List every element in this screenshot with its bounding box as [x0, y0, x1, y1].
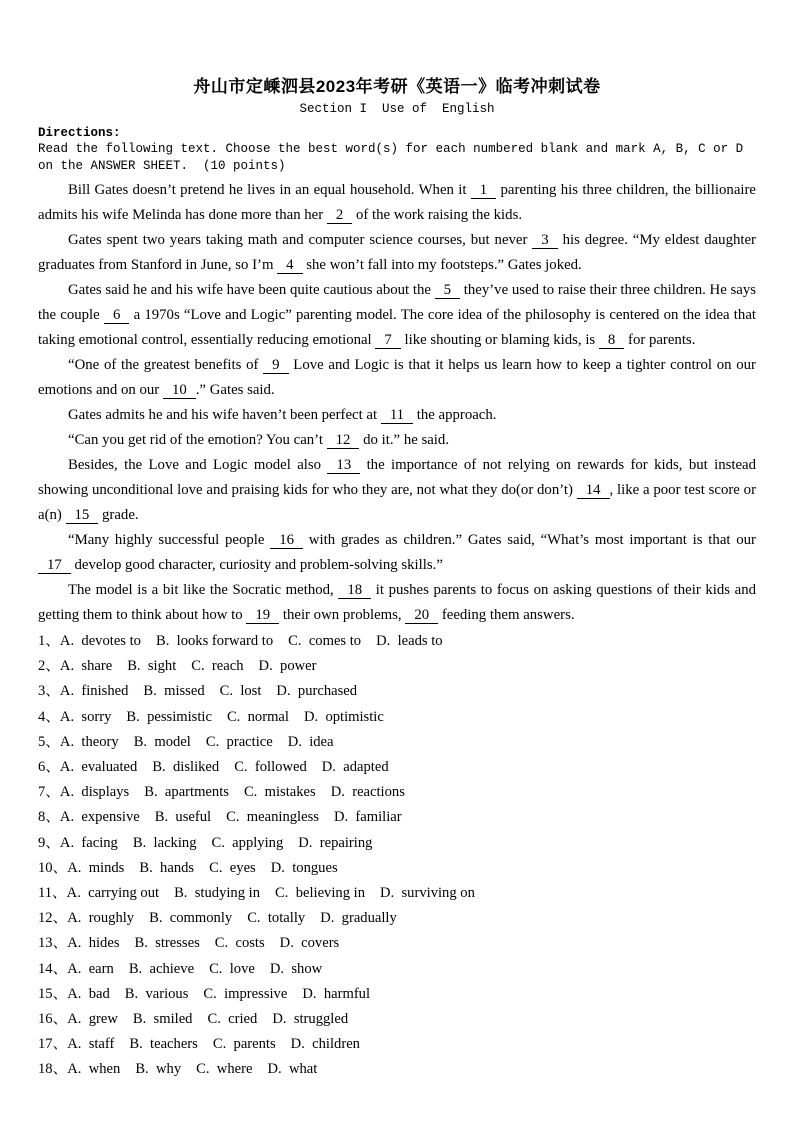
blank-17: 17 [38, 557, 71, 574]
question-5 [38, 730, 756, 755]
question-number: 7、 [38, 784, 60, 801]
question-18-option-B: B. why [135, 1061, 182, 1078]
question-5-option-D: D. idea [287, 733, 334, 750]
question-number: 2、 [38, 658, 60, 675]
blank-20: 20 [405, 607, 438, 624]
question-18 [38, 1057, 756, 1082]
question-16-option-C: C. cried [207, 1011, 258, 1028]
blank-14: 14 [577, 482, 610, 499]
question-14-option-D: D. show [269, 960, 323, 977]
question-11-option-A: A. carrying out [66, 885, 160, 902]
question-8 [38, 805, 756, 830]
paragraph-5: Gates admits he and his wife haven’t been perfect at 11 the approach. [68, 407, 497, 423]
question-10-option-B: B. hands [139, 859, 195, 876]
blank-15: 15 [66, 507, 99, 524]
question-2-option-C: C. reach [191, 658, 244, 675]
question-10-option-D: D. tongues [270, 859, 338, 876]
blank-6: 6 [104, 307, 129, 324]
paragraph-6: “Can you get rid of the emotion? You can’t 12 do it.” he said. [68, 432, 450, 448]
question-5-option-C: C. practice [205, 733, 273, 750]
question-13 [38, 931, 756, 956]
question-11-option-D: D. surviving on [380, 885, 475, 902]
question-8-option-A: A. expensive [59, 809, 140, 826]
question-12-option-C: C. totally [247, 910, 306, 927]
question-1-option-B: B. looks forward to [155, 633, 274, 649]
question-16-option-B: B. smiled [132, 1011, 193, 1028]
question-12-option-B: B. commonly [149, 910, 233, 927]
question-number: 3、 [38, 683, 60, 700]
question-3-option-C: C. lost [219, 683, 262, 700]
question-9 [38, 831, 756, 856]
question-number: 16、 [38, 1011, 68, 1028]
blank-9: 9 [263, 357, 288, 374]
question-7-option-D: D. reactions [330, 784, 405, 801]
question-12 [38, 906, 756, 931]
question-3-option-D: D. purchased [276, 683, 358, 700]
question-5-option-A: A. theory [59, 733, 119, 750]
question-14 [38, 957, 756, 982]
question-number: 9、 [38, 834, 60, 851]
question-9-option-C: C. applying [211, 834, 284, 851]
question-2-option-B: B. sight [127, 658, 177, 675]
question-15-option-B: B. various [124, 985, 189, 1002]
question-15 [38, 982, 756, 1007]
question-11 [38, 881, 756, 906]
question-9-option-B: B. lacking [132, 834, 197, 851]
blank-18: 18 [338, 582, 371, 599]
paragraph-9: The model is a bit like the Socratic method, 18 it pushes parents to focus on asking questions of their kids and getting them to think about how to 19 their own problems, 20 feeding them answers. [38, 582, 757, 623]
question-18-option-C: C. where [196, 1061, 253, 1078]
directions-label: Directions: [38, 126, 121, 140]
question-4-option-C: C. normal [226, 708, 289, 725]
blank-7: 7 [375, 332, 400, 349]
passage [38, 178, 756, 628]
question-1 [38, 629, 756, 654]
question-5-option-B: B. model [133, 733, 191, 750]
paragraph-2: Gates spent two years taking math and computer science courses, but never 3 his degree. “My eldest daughter graduates from Stanford in June, so I’m 4 she won’t fall into my footsteps.” Gates joked. [38, 232, 756, 273]
question-9-option-A: A. facing [59, 834, 118, 851]
question-17-option-A: A. staff [67, 1036, 115, 1053]
blank-1: 1 [471, 182, 496, 199]
question-10-option-C: C. eyes [209, 859, 256, 876]
directions-text: Read the following text. Choose the best word(s) for each numbered blank and mark A, B, C or D on the ANSWER SHEET. (10 points) [38, 142, 751, 173]
exam-title: 舟山市定嵊泗县2023年考研《英语一》临考冲刺试卷 [193, 77, 601, 96]
question-number: 5、 [38, 733, 60, 750]
question-16-option-D: D. struggled [272, 1011, 349, 1028]
question-18-option-A: A. when [67, 1061, 121, 1078]
question-15-option-A: A. bad [67, 985, 110, 1002]
question-17 [38, 1032, 756, 1057]
question-18-option-D: D. what [267, 1061, 318, 1078]
blank-5: 5 [435, 282, 460, 299]
question-13-option-C: C. costs [214, 935, 265, 952]
question-1-option-C: C. comes to [288, 633, 362, 649]
blank-4: 4 [277, 257, 302, 274]
question-6-option-A: A. evaluated [59, 759, 138, 776]
question-number: 11、 [38, 885, 67, 902]
question-16 [38, 1007, 756, 1032]
question-3-option-A: A. finished [59, 683, 129, 700]
question-11-option-C: C. believing in [275, 885, 366, 902]
question-6-option-B: B. disliked [152, 759, 220, 776]
question-1-option-D: D. leads to [376, 633, 443, 649]
question-2-option-D: D. power [258, 658, 317, 675]
paragraph-1: Bill Gates doesn’t pretend he lives in an equal household. When it 1 parenting his three children, the billionaire admits his wife Melinda has done more than her 2 of the work raising the kids. [38, 182, 756, 223]
question-6 [38, 755, 756, 780]
question-8-option-D: D. familiar [333, 809, 402, 826]
question-15-option-C: C. impressive [203, 985, 288, 1002]
question-number: 10、 [38, 859, 68, 876]
question-13-option-D: D. covers [279, 935, 340, 952]
question-6-option-D: D. adapted [321, 759, 389, 776]
question-3-option-B: B. missed [143, 683, 205, 700]
question-1-option-A: A. devotes to [59, 633, 141, 649]
question-8-option-C: C. meaningless [226, 809, 319, 826]
question-17-option-C: C. parents [212, 1036, 276, 1053]
question-number: 14、 [38, 960, 68, 977]
paragraph-8: “Many highly successful people 16 with grades as children.” Gates said, “What’s most important is that our 17 develop good character, curiosity and problem-solving skills.” [38, 528, 756, 578]
question-15-option-D: D. harmful [302, 985, 371, 1002]
paragraph-7: Besides, the Love and Logic model also 13 the importance of not relying on rewards for kids, but instead showing unconditional love and praising kids for who they are, not what they do(or don’t) 14 , like a poor test score or a(n) 15 grade. [38, 457, 756, 523]
question-2-option-A: A. share [59, 658, 113, 675]
paragraph-4: “One of the greatest benefits of 9 Love and Logic is that it helps us learn how to keep a tighter control on our emotions and on our 10 .” Gates said. [38, 357, 756, 398]
question-7-option-B: B. apartments [144, 784, 229, 801]
blank-3: 3 [532, 232, 557, 249]
blank-10: 10 [163, 382, 196, 399]
question-8-option-B: B. useful [154, 809, 212, 826]
question-number: 4、 [38, 708, 60, 725]
question-4-option-A: A. sorry [59, 708, 112, 725]
question-6-option-C: C. followed [234, 759, 307, 776]
question-17-option-B: B. teachers [129, 1036, 198, 1053]
question-number: 18、 [38, 1061, 68, 1078]
paragraph-3: Gates said he and his wife have been quite cautious about the 5 they’ve used to raise their three children. He says the couple 6 a 1970s “Love and Logic” parenting model. The core idea of the philosophy is centered on the idea that taking emotional control, essentially reducing emotional 7 like shouting or blaming kids, is 8 for parents. [38, 282, 756, 348]
question-13-option-A: A. hides [67, 935, 120, 952]
blank-11: 11 [381, 407, 413, 424]
question-4 [38, 705, 756, 730]
question-10 [38, 856, 756, 881]
question-12-option-A: A. roughly [67, 910, 135, 927]
question-10-option-A: A. minds [67, 859, 125, 876]
question-number: 1、 [38, 633, 60, 649]
question-number: 8、 [38, 809, 60, 826]
question-7-option-A: A. displays [59, 784, 130, 801]
question-2 [38, 654, 756, 679]
question-number: 17、 [38, 1036, 68, 1053]
question-14-option-C: C. love [209, 960, 255, 977]
question-11-option-B: B. studying in [174, 885, 261, 902]
question-14-option-A: A. earn [67, 960, 114, 977]
question-3 [38, 679, 756, 704]
blank-12: 12 [327, 432, 360, 449]
question-17-option-D: D. children [290, 1036, 360, 1053]
question-number: 15、 [38, 985, 68, 1002]
question-16-option-A: A. grew [67, 1011, 118, 1028]
question-9-option-D: D. repairing [298, 834, 373, 851]
question-number: 13、 [38, 935, 68, 952]
section-heading: Section I Use of English [299, 102, 495, 116]
question-4-option-B: B. pessimistic [126, 708, 212, 725]
question-list [38, 629, 756, 1083]
question-14-option-B: B. achieve [128, 960, 195, 977]
question-7-option-C: C. mistakes [243, 784, 316, 801]
question-12-option-D: D. gradually [320, 910, 397, 927]
blank-2: 2 [327, 207, 352, 224]
blank-19: 19 [246, 607, 279, 624]
blank-8: 8 [599, 332, 624, 349]
question-7 [38, 780, 756, 805]
question-number: 12、 [38, 910, 68, 927]
blank-16: 16 [270, 532, 303, 549]
question-number: 6、 [38, 759, 60, 776]
blank-13: 13 [327, 457, 360, 474]
question-13-option-B: B. stresses [134, 935, 200, 952]
question-4-option-D: D. optimistic [303, 708, 384, 725]
